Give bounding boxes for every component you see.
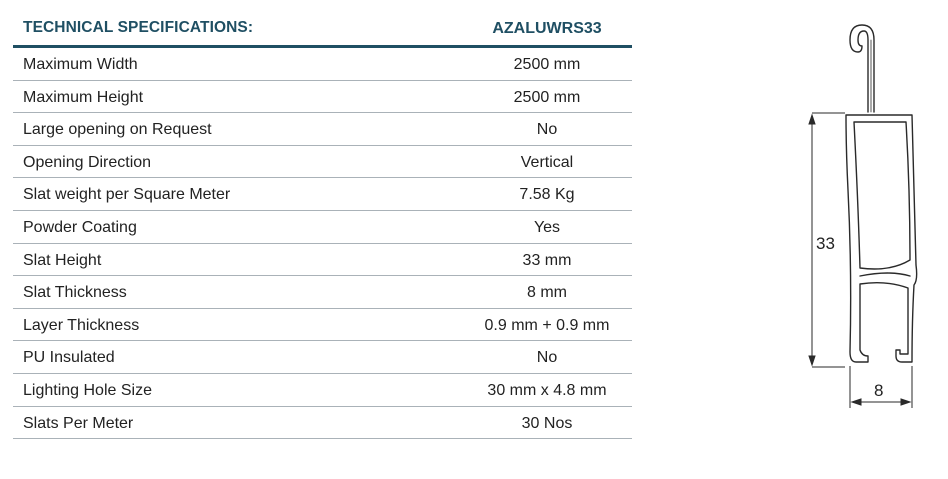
table-row — [13, 81, 632, 114]
table-row — [13, 48, 632, 81]
row-value: Vertical — [520, 153, 574, 171]
spec-table-header — [13, 10, 632, 48]
row-label: Powder Coating — [23, 218, 137, 236]
row-value: No — [536, 121, 558, 139]
table-row — [13, 374, 632, 407]
row-label: PU Insulated — [23, 349, 115, 367]
spec-title: TECHNICAL SPECIFICATIONS: — [23, 19, 254, 36]
row-label: Maximum Height — [23, 88, 144, 106]
table-row — [13, 244, 632, 277]
row-label: Slats Per Meter — [23, 414, 134, 432]
row-value: 8 mm — [527, 284, 567, 302]
model-code: AZALUWRS33 — [492, 20, 602, 37]
row-value: No — [536, 349, 558, 367]
row-value: 0.9 mm + 0.9 mm — [484, 316, 610, 334]
hook-shape — [850, 25, 874, 112]
spec-rows — [13, 48, 632, 439]
row-label: Layer Thickness — [23, 316, 140, 334]
row-label: Maximum Width — [23, 56, 138, 73]
table-row — [13, 309, 632, 342]
row-value: Yes — [533, 218, 561, 236]
row-value: 30 mm x 4.8 mm — [487, 381, 607, 399]
row-value: 2500 mm — [513, 88, 581, 106]
row-value: 33 mm — [522, 251, 572, 269]
thickness-dimension-label: 8 — [874, 381, 884, 400]
table-row — [13, 113, 632, 146]
table-row — [13, 211, 632, 244]
row-value: 2500 mm — [513, 56, 581, 73]
row-label: Slat weight per Square Meter — [23, 186, 231, 204]
row-label: Slat Thickness — [23, 284, 127, 302]
table-row — [13, 407, 632, 440]
lower-chamber — [860, 273, 910, 276]
table-row — [13, 178, 632, 211]
row-value: 30 Nos — [521, 414, 573, 432]
row-value: 7.58 Kg — [519, 186, 575, 204]
table-row — [13, 276, 632, 309]
slat-profile-diagram — [790, 15, 930, 415]
table-row — [13, 146, 632, 179]
height-dimension-label: 33 — [816, 234, 835, 253]
slat-outer-profile — [846, 115, 917, 362]
row-label: Large opening on Request — [23, 121, 212, 139]
row-label: Lighting Hole Size — [23, 381, 152, 399]
row-label: Slat Height — [23, 251, 102, 269]
row-label: Opening Direction — [23, 153, 152, 171]
upper-chamber — [854, 122, 910, 269]
table-row — [13, 341, 632, 374]
spec-table — [13, 10, 632, 439]
